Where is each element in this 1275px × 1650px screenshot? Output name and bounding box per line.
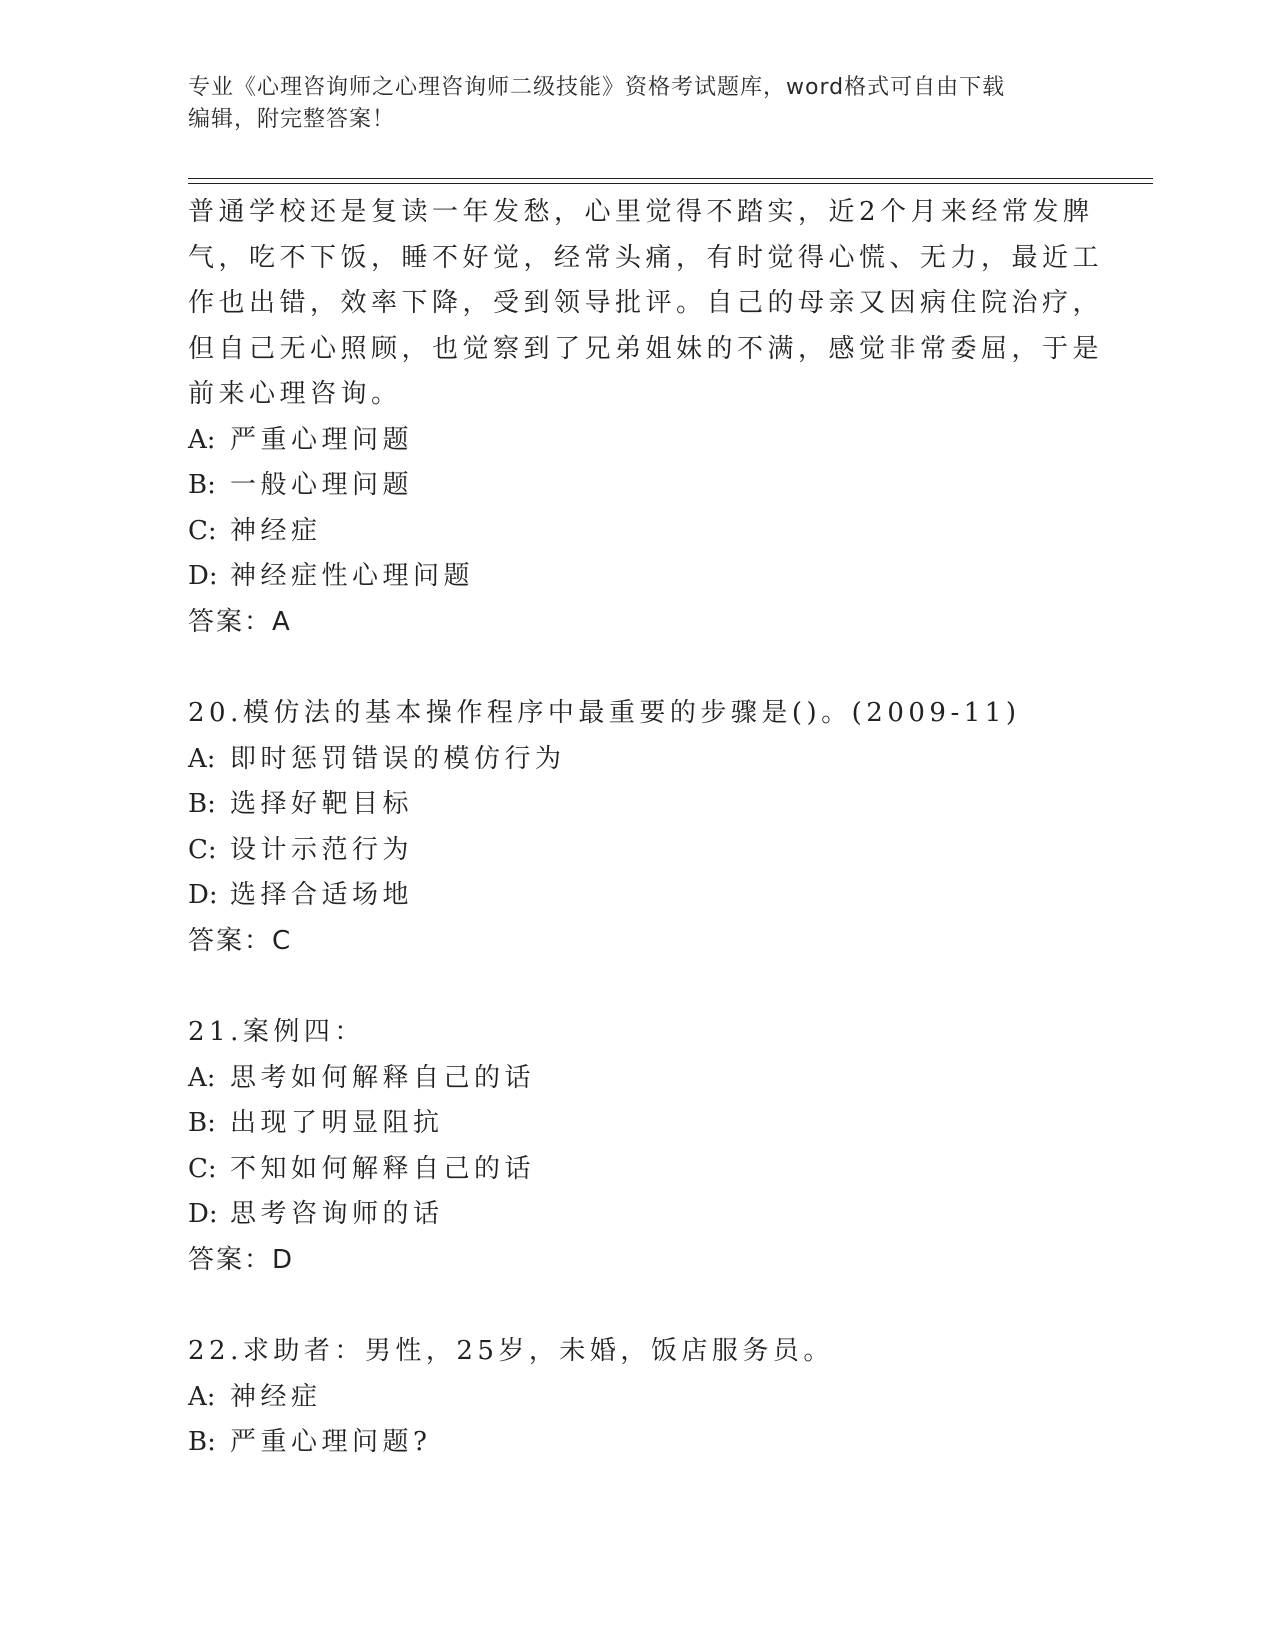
option-c xyxy=(188,509,1088,555)
option-text: 一般心理问题 xyxy=(230,470,414,500)
option-text: 选择好靶目标 xyxy=(230,789,414,819)
header-rule-top xyxy=(188,178,1153,179)
answer: 答案：A xyxy=(188,606,292,637)
option-label: D: xyxy=(188,561,218,591)
question-22 xyxy=(188,1329,1088,1466)
option-b xyxy=(188,782,1088,828)
option-text: 神经症 xyxy=(230,515,322,546)
option-label: D: xyxy=(188,880,218,910)
option-d xyxy=(188,873,1088,919)
option-text: 神经症性心理问题 xyxy=(230,561,475,591)
option-label: B: xyxy=(188,1108,216,1138)
option-a xyxy=(188,737,1088,783)
document-body xyxy=(188,190,1104,1466)
option-c xyxy=(188,828,1088,874)
question-stem: 22.求助者：男性，25岁，未婚，饭店服务员。 xyxy=(188,1336,834,1366)
option-label: B: xyxy=(188,1427,216,1457)
option-label: D: xyxy=(188,1199,218,1229)
option-text: 出现了明显阻抗 xyxy=(230,1108,444,1138)
option-label: A: xyxy=(188,424,216,455)
stem-line: 但自己无心照顾，也觉察到了兄弟姐妹的不满，感觉非常委屈，于是 xyxy=(188,333,1104,364)
option-label: B: xyxy=(188,470,216,500)
stem-line: 作也出错，效率下降，受到领导批评。自己的母亲又因病住院治疗， xyxy=(188,288,1104,318)
stem-line: 普通学校还是复读一年发愁，心里觉得不踏实，近2个月来经常发脾 xyxy=(188,197,1094,227)
option-d xyxy=(188,554,1088,600)
option-c xyxy=(188,1147,1088,1193)
option-text: 思考咨询师的话 xyxy=(230,1199,444,1229)
option-text: 选择合适场地 xyxy=(230,880,414,910)
answer: 答案：D xyxy=(188,1244,295,1275)
question-20 xyxy=(188,691,1088,964)
document-header xyxy=(188,72,1088,136)
option-text: 思考如何解释自己的话 xyxy=(230,1062,536,1093)
option-label: C: xyxy=(188,1153,217,1184)
option-label: A: xyxy=(188,743,216,774)
option-a xyxy=(188,1056,1088,1102)
header-line-1: 专业《心理咨询师之心理咨询师二级技能》资格考试题库，word格式可自由下载 xyxy=(188,75,1006,100)
option-b xyxy=(188,1420,1088,1466)
header-rule-bottom xyxy=(188,183,1153,184)
option-text: 设计示范行为 xyxy=(230,834,414,865)
option-text: 严重心理问题? xyxy=(230,1427,432,1457)
option-b xyxy=(188,463,1088,509)
option-label: B: xyxy=(188,789,216,819)
question-stem: 20.模仿法的基本操作程序中最重要的步骤是()。(2009-11) xyxy=(188,698,1021,728)
option-text: 神经症 xyxy=(230,1381,322,1412)
question-21 xyxy=(188,1010,1088,1283)
option-text: 不知如何解释自己的话 xyxy=(230,1153,536,1184)
option-text: 严重心理问题 xyxy=(230,424,414,455)
option-text: 即时惩罚错误的模仿行为 xyxy=(230,743,566,774)
option-a xyxy=(188,1375,1088,1421)
stem-line: 气，吃不下饭，睡不好觉，经常头痛，有时觉得心慌、无力，最近工 xyxy=(188,242,1104,273)
question-stem: 21.案例四： xyxy=(188,1017,365,1047)
option-a xyxy=(188,418,1088,464)
header-line-2: 编辑，附完整答案！ xyxy=(188,107,396,132)
answer: 答案：C xyxy=(188,925,293,956)
option-d xyxy=(188,1192,1088,1238)
option-label: C: xyxy=(188,834,217,865)
stem-line: 前来心理咨询。 xyxy=(188,379,402,409)
option-b xyxy=(188,1101,1088,1147)
option-label: C: xyxy=(188,515,217,546)
option-label: A: xyxy=(188,1381,216,1412)
question-continuation xyxy=(188,190,1104,645)
option-label: A: xyxy=(188,1062,216,1093)
